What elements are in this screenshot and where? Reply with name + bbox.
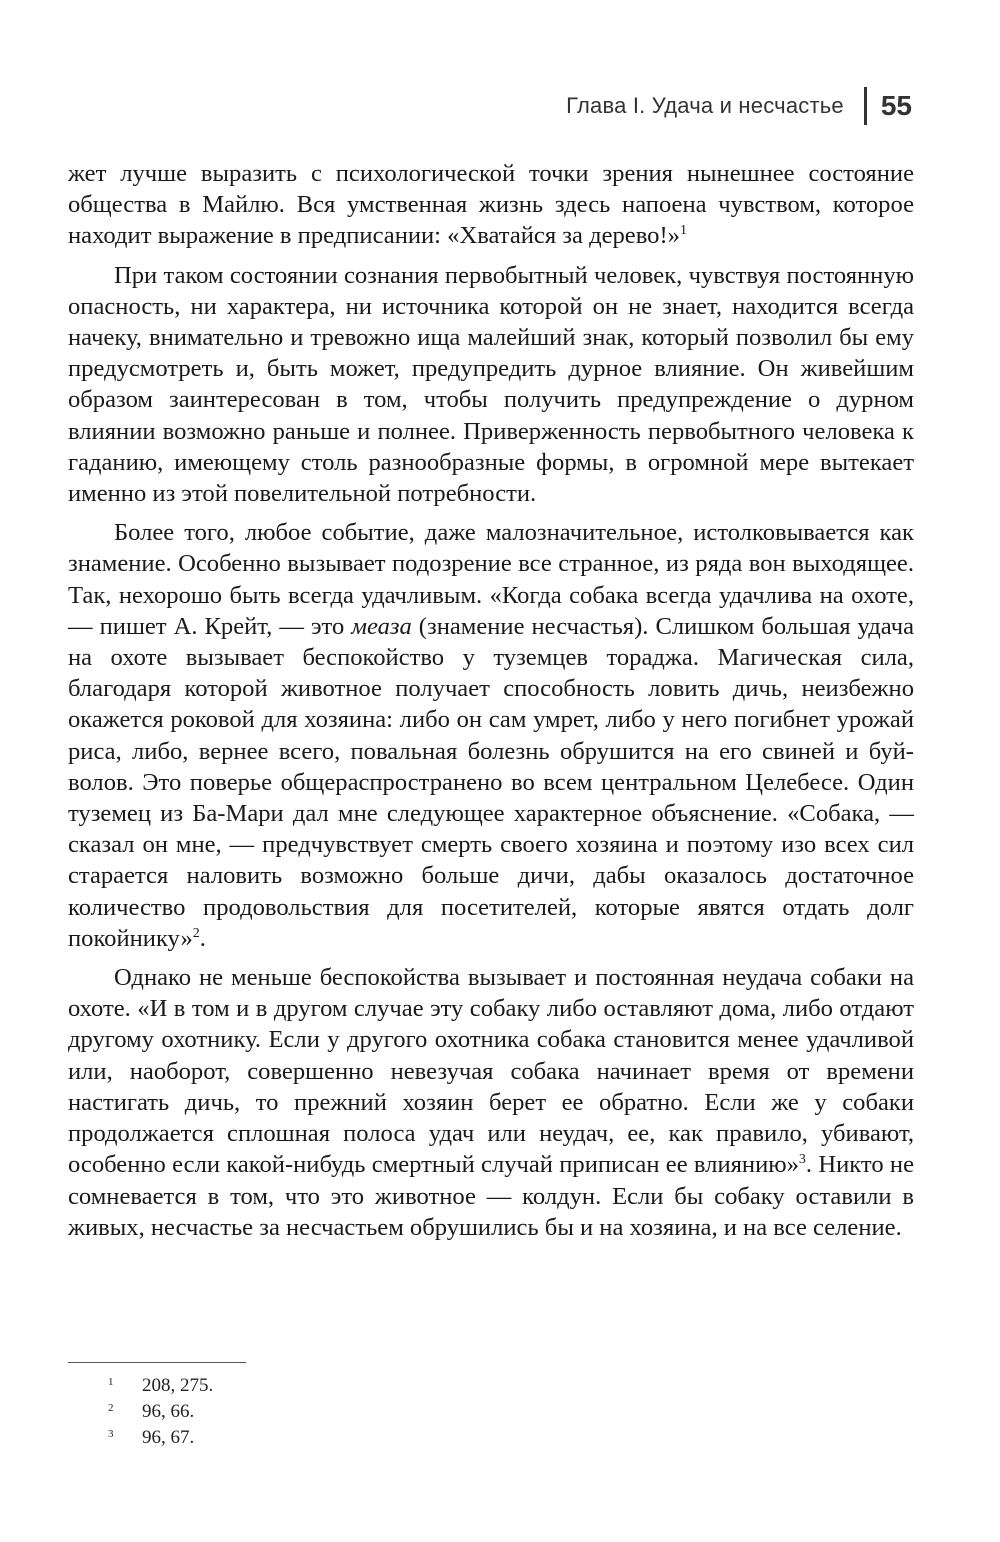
page-number: 55 <box>880 90 912 121</box>
text-run: жет лучше выразить с психологической точки зрения нынешнее состояние общества в Майлю. Вся умственная жизнь здесь напоена чувством, которое находит выражение в предписании: «Хватайся за дерево!» <box>68 160 914 250</box>
footnote-divider <box>68 1362 246 1363</box>
header-divider <box>864 87 867 125</box>
paragraph <box>68 517 914 954</box>
paragraph <box>68 158 914 252</box>
text-run: При таком состоянии сознания первобытный человек, чувствуя постоянную опасность, ни характера, ни источника которой он не знает, находится всегда начеку, внимательно и тревожно ища малейший знак, который позволил бы ему предусмотреть и, быть может, предупредить дурное влияние. Он живейшим образом заинтересован в том, чтобы получить предупреждение о дурном влиянии возможно раньше и полнее. Приверженность первобытного человека к гаданию, имеющему столь разнообразные формы, в огромной мере вытекает именно из этой повелительной потребности. <box>68 261 914 508</box>
text-run: Более того, любое событие, даже малозначительное, истолковывается как знамение. Особенно вызывает подозрение все странное, из ряда вон выходящее. Так, нехорошо быть всегда удачливым. «Когда собака всегда удачлива на охоте, — пишет А. Крейт, — это <box>68 519 914 640</box>
running-head <box>566 86 912 126</box>
footnote-mark: 2 <box>108 1402 114 1414</box>
body-text <box>68 158 914 1251</box>
footnote-text: 96, 66. <box>142 1401 195 1422</box>
text-run: (знамение несчастья). Слишком большая удача на охоте вызывает беспокойство у туземцев тораджа. Магическая сила, благодаря которой животное получает способность ловить дичь, неизбежно окажется роковой для хозяина: либо он сам умрет, либо у него погибнет урожай риса, либо, вернее всего, повальная болезнь обрушится на его свиней и буйволов. Это поверье общераспространено во всем центральном Целебесе. Один туземец из Ба-Мари дал мне следующее характерное объяснение. «Собака, — сказал он мне, — предчувствует смерть своего хозяина и поэтому изо всех сил старается наловить возможно больше дичи, дабы оказалось достаточное количество продовольствия для посетителей, которые явятся отдать долг покойнику» <box>68 612 915 952</box>
footnote-reference: 3 <box>798 1152 806 1168</box>
paragraph <box>68 962 914 1243</box>
footnote-text: 208, 275. <box>142 1375 214 1396</box>
footnotes <box>108 1374 213 1452</box>
footnote-reference: 1 <box>679 223 687 239</box>
paragraph <box>68 260 914 510</box>
footnote-reference: 2 <box>192 925 200 941</box>
footnote-mark: 1 <box>108 1376 114 1388</box>
text-run: Однако не меньше беспокойства вызывает и постоянная неудача собаки на охоте. «И в том и в другом случае эту собаку либо оставляют дома, либо отдают другому охотнику. Если у другого охотника собака становится менее удачливой или, наоборот, совершенно невезучая собака начинает время от времени настигать дичь, то прежний хозяин берет ее обратно. Если же у собаки продолжается сплошная полоса удач или неудач, ее, как правило, убивают, особенно если какой-нибудь смертный случай приписан ее влиянию» <box>68 964 914 1179</box>
footnote-mark: 3 <box>108 1428 114 1440</box>
footnote <box>108 1426 213 1452</box>
text-run: . <box>199 924 206 952</box>
text-run: . Никто не сомневается в том, что это животное — колдун. Если бы собаку оставили в живых, несчастье за несчастьем обрушились бы и на хозяина, и на все селение. <box>68 1151 914 1241</box>
footnote-text: 96, 67. <box>142 1427 195 1448</box>
italic-term: меаза <box>351 612 412 640</box>
chapter-title: Глава I. Удача и несчастье <box>566 93 844 118</box>
